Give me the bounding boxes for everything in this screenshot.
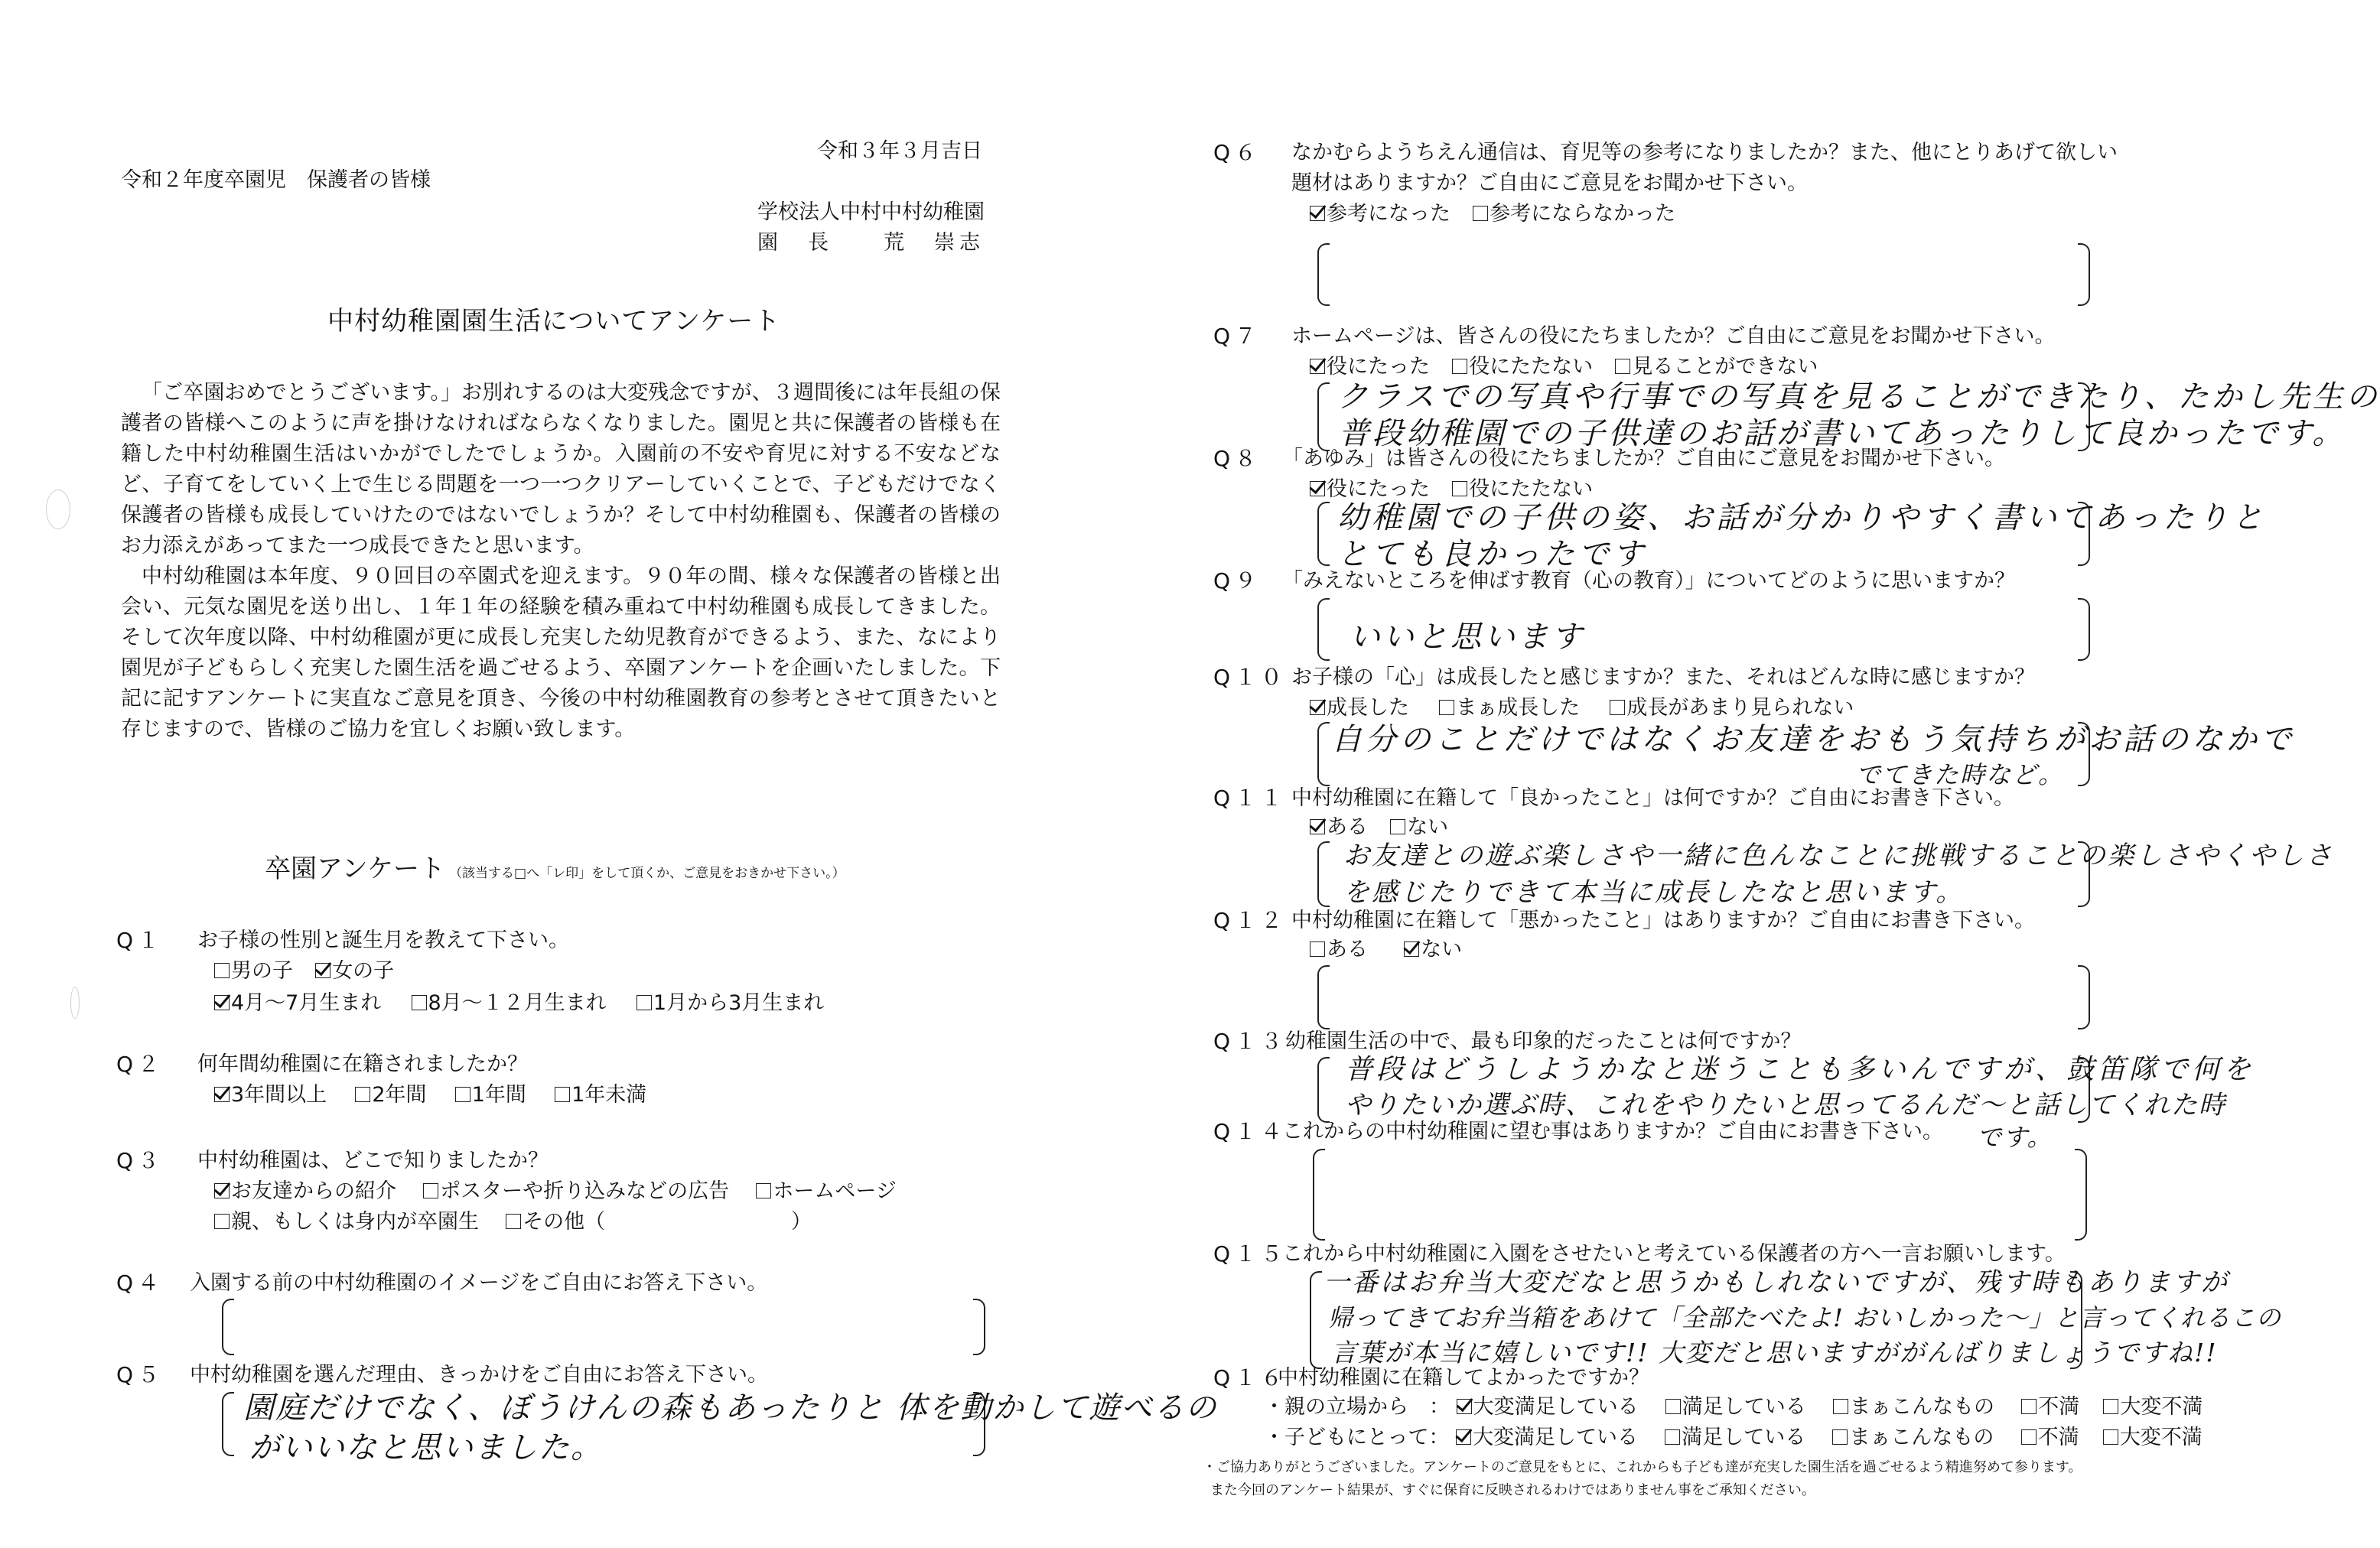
q3-opt4-label: 親、もしくは身内が卒園生 bbox=[231, 1210, 479, 1234]
q5-text: 中村幼稚園を選んだ理由、きっかけをご自由にお答え下さい。 bbox=[190, 1363, 768, 1387]
q3-opt5-close: ） bbox=[791, 1210, 812, 1234]
q13-answer-line3: です。 bbox=[1977, 1123, 2053, 1152]
header-principal: 園 長 荒 崇志 bbox=[757, 231, 985, 255]
q12-text: 中村幼稚園に在籍して「悪かったこと」はありますか？ご自由にお書き下さい。 bbox=[1291, 909, 2035, 932]
survey-note: （該当する□へ「レ印」をして頂くか、ご意見をおきかせ下さい。） bbox=[449, 866, 845, 881]
q7-opt3-label: 見ることができない bbox=[1632, 355, 1818, 379]
q4-text: 入園する前の中村幼稚園のイメージをご自由にお答え下さい。 bbox=[190, 1271, 768, 1295]
q16-parent-opt2-label: 満足している bbox=[1682, 1395, 1806, 1419]
q10-opt1-checkbox[interactable] bbox=[1310, 700, 1325, 715]
q12-opt2-label: ない bbox=[1421, 938, 1463, 961]
q7-opt1-label: 役にたった bbox=[1327, 355, 1430, 379]
q13-answer-line2: やりたいか選ぶ時、これをやりたいと思ってるんだ〜と話してくれた時 bbox=[1345, 1090, 2226, 1120]
q15-answer-line1: 一番はお弁当大変だなと思うかもしれないですが、残す時もありますが bbox=[1323, 1267, 2229, 1298]
q14-number: Q１４ bbox=[1213, 1119, 1288, 1144]
q2-opt1-label: 3年間以上 bbox=[231, 1083, 327, 1107]
q6-opt1-label: 参考になった bbox=[1327, 202, 1450, 226]
q8-answer-line2: とても良かったです bbox=[1337, 537, 1647, 572]
q1-opt4-checkbox[interactable] bbox=[412, 995, 427, 1010]
q11-answer-line1: お友達との遊ぶ楽しさや一緒に色んなことに挑戦することの楽しさやくやしさ bbox=[1343, 841, 2334, 871]
q11-opt1-checkbox[interactable] bbox=[1310, 819, 1325, 834]
survey-title: 卒園アンケート bbox=[265, 854, 445, 884]
q8-opt1-checkbox[interactable] bbox=[1310, 481, 1325, 496]
q9-answer-line1: いいと思います bbox=[1350, 620, 1585, 655]
q13-text: 幼稚園生活の中で、最も印象的だったことは何ですか？ bbox=[1285, 1029, 1802, 1053]
q14-text: これからの中村幼稚園に望む事はありますか？ご自由にお書き下さい。 bbox=[1282, 1120, 1943, 1143]
q1-opt3-checkbox[interactable] bbox=[214, 995, 230, 1010]
q11-answer-line2: を感じたりできて本当に成長したなと思います。 bbox=[1343, 877, 1965, 908]
q5-answer-line1: 園庭だけでなく、ぼうけんの森もあったりと 体を動かして遊べるの bbox=[243, 1390, 1218, 1426]
q10-opt2-checkbox[interactable] bbox=[1439, 700, 1454, 715]
q3-opt2-checkbox[interactable] bbox=[423, 1183, 438, 1198]
q7-answer-bracket-left bbox=[1317, 382, 1330, 451]
q3-opt5-label: その他（ bbox=[523, 1210, 606, 1234]
q16-child-opt3-checkbox[interactable] bbox=[1832, 1429, 1848, 1445]
q1-opt4-label: 8月〜１２月生まれ bbox=[428, 991, 607, 1015]
q3-opt1-checkbox[interactable] bbox=[214, 1183, 230, 1198]
q2-opt2-checkbox[interactable] bbox=[355, 1087, 370, 1102]
q7-answer-line2: 普段幼稚園での子供達のお話が書いてあったりして良かったです。 bbox=[1339, 416, 2346, 451]
q6-opt2-label: 参考にならなかった bbox=[1490, 202, 1676, 226]
q16-text: 中村幼稚園に在籍してよかったですか？ bbox=[1278, 1366, 1649, 1390]
q1-number: Q１ bbox=[116, 928, 164, 953]
intro-paragraph-2: 中村幼稚園は本年度、９０回目の卒園式を迎えます。９０年の間、様々な保護者の皆様と出会い、元気な園児を送り出し、１年１年の経験を積み重ねて中村幼稚園も成長してきました。そして次年度以降、中村幼稚園が更に成長し充実した幼児教育ができるよう、また、なにより園児が子どもらしく充実した園生活を過ごせるよう、卒園アンケートを企画いたしました。下記に記すアンケートに実直なご意見を頂き、今後の中村幼稚園教育の参考とさせて頂きたいと存じますので、皆様のご協力を宜しくお願い致します。 bbox=[121, 564, 1001, 741]
q10-answer-line2: でてきた時など。 bbox=[1856, 760, 2065, 789]
q15-answer-bracket-left bbox=[1310, 1271, 1322, 1369]
q7-text: ホームページは、皆さんの役にたちましたか？ご自由にご意見をお聞かせ下さい。 bbox=[1291, 324, 2056, 348]
q1-opt5-checkbox[interactable] bbox=[637, 995, 652, 1010]
q12-answer-bracket-right bbox=[2078, 965, 2090, 1029]
q16-child-opt5-label: 大変不満 bbox=[2119, 1426, 2203, 1449]
q8-opt2-label: 役にたたない bbox=[1469, 477, 1594, 501]
footer-line1: ・ご協力ありがとうございました。アンケートのご意見をもとに、これからも子ども達が充実した園生活を過ごせるよう精進努めて参ります。 bbox=[1203, 1459, 2082, 1475]
q15-number: Q１５ bbox=[1213, 1241, 1288, 1267]
header-recipient: 令和２年度卒園児 保護者の皆様 bbox=[121, 168, 431, 192]
q1-opt3-label: 4月〜7月生まれ bbox=[231, 991, 382, 1015]
q3-number: Q３ bbox=[116, 1148, 164, 1173]
q1-options-row2 bbox=[214, 988, 824, 1019]
q1-opt2-checkbox[interactable] bbox=[315, 963, 330, 978]
q3-opt3-label: ホームページ bbox=[773, 1179, 897, 1203]
q16-parent-row bbox=[1264, 1392, 2203, 1423]
header-date: 令和３年３月吉日 bbox=[817, 139, 982, 163]
q7-number: Q７ bbox=[1213, 324, 1262, 349]
q8-text: 「あゆみ」は皆さんの役にたちましたか？ご自由にご意見をお聞かせ下さい。 bbox=[1282, 447, 2005, 470]
q3-opt3-checkbox[interactable] bbox=[756, 1183, 771, 1198]
q6-text-line1: なかむらようちえん通信は、育児等の参考になりましたか？また、他にとりあげて欲しい bbox=[1291, 141, 2118, 164]
q2-opt1-checkbox[interactable] bbox=[214, 1087, 230, 1102]
scan-mark-2 bbox=[70, 987, 80, 1019]
q9-number: Q９ bbox=[1213, 568, 1262, 594]
q10-opt1-label: 成長した bbox=[1327, 696, 1409, 720]
q8-answer-line1: 幼稚園での子供の姿、お話が分かりやすく書いてあったりと bbox=[1337, 500, 2267, 535]
intro-text bbox=[121, 378, 1001, 745]
q5-number: Q５ bbox=[116, 1362, 164, 1387]
q1-options-row1 bbox=[214, 956, 394, 987]
q14-answer-bracket-right bbox=[2075, 1149, 2087, 1241]
q3-options-row1 bbox=[214, 1176, 897, 1207]
q3-text: 中村幼稚園は、どこで知りましたか？ bbox=[197, 1149, 549, 1172]
q15-text: これから中村幼稚園に入園をさせたいと考えている保護者の方へ一言お願いします。 bbox=[1282, 1242, 2066, 1266]
q8-answer-bracket-left bbox=[1317, 502, 1330, 566]
footer-line2: また今回のアンケート結果が、すぐに保育に反映されるわけではありません事をご承知ください。 bbox=[1210, 1482, 1815, 1498]
q10-opt3-checkbox[interactable] bbox=[1610, 700, 1625, 715]
q16-child-opt3-label: まぁこんなもの bbox=[1849, 1426, 1994, 1449]
q2-opt3-label: 1年間 bbox=[471, 1083, 526, 1107]
q2-opt4-label: 1年未満 bbox=[571, 1083, 647, 1107]
q12-opt1-checkbox[interactable] bbox=[1310, 941, 1325, 957]
q16-child-opt4-checkbox[interactable] bbox=[2021, 1429, 2037, 1445]
q12-answer-bracket-left bbox=[1317, 965, 1330, 1029]
q13-answer-bracket-left bbox=[1317, 1057, 1330, 1123]
q6-options bbox=[1310, 199, 1675, 229]
q10-number: Q１０ bbox=[1213, 665, 1288, 690]
q16-child-opt2-checkbox[interactable] bbox=[1665, 1429, 1680, 1445]
q2-number: Q２ bbox=[116, 1052, 164, 1077]
q16-parent-opt5-checkbox[interactable] bbox=[2103, 1399, 2118, 1414]
q2-text: 何年間幼稚園に在籍されましたか？ bbox=[197, 1052, 528, 1076]
q6-opt2-checkbox[interactable] bbox=[1473, 206, 1488, 221]
q3-opt1-label: お友達からの紹介 bbox=[231, 1179, 396, 1203]
q16-parent-opt4-checkbox[interactable] bbox=[2021, 1399, 2037, 1414]
q2-options bbox=[214, 1080, 646, 1111]
q1-text: お子様の性別と誕生月を教えて下さい。 bbox=[197, 928, 569, 952]
q7-opt3-checkbox[interactable] bbox=[1615, 359, 1630, 374]
q16-parent-opt5-label: 大変不満 bbox=[2120, 1395, 2203, 1419]
q2-opt4-checkbox[interactable] bbox=[555, 1087, 570, 1102]
q16-child-opt5-checkbox[interactable] bbox=[2103, 1429, 2118, 1445]
q10-text: お子様の「心」は成長したと感じますか？また、それはどんな時に感じますか？ bbox=[1291, 665, 2035, 689]
q6-answer-bracket-right bbox=[2078, 243, 2090, 306]
q16-parent-opt3-label: まぁこんなもの bbox=[1849, 1395, 1994, 1419]
q12-number: Q１２ bbox=[1213, 908, 1288, 933]
q16-number: Q１６ bbox=[1213, 1365, 1288, 1390]
q9-answer-bracket-right bbox=[2078, 598, 2090, 661]
q3-opt2-label: ポスターや折り込みなどの広告 bbox=[440, 1179, 730, 1203]
q11-opt2-checkbox[interactable] bbox=[1390, 819, 1405, 834]
q3-opt5-checkbox[interactable] bbox=[506, 1214, 521, 1229]
q2-opt3-checkbox[interactable] bbox=[455, 1087, 470, 1102]
q3-options-row2 bbox=[214, 1207, 605, 1237]
q15-answer-line2: 帰ってきてお弁当箱をあけて「全部たべたよ! おいしかった〜」と言ってくれるこの bbox=[1328, 1303, 2282, 1332]
q16-parent-opt2-checkbox[interactable] bbox=[1665, 1399, 1681, 1414]
q16-child-label: ・子どもにとって： bbox=[1264, 1426, 1450, 1449]
q1-opt1-label: 男の子 bbox=[231, 959, 293, 983]
q16-parent-opt1-checkbox[interactable] bbox=[1457, 1399, 1472, 1414]
q1-opt5-label: 1月から3月生まれ bbox=[653, 991, 825, 1015]
q14-answer-bracket-left bbox=[1313, 1149, 1325, 1241]
q10-answer-bracket-left bbox=[1317, 722, 1330, 786]
page-title: 中村幼稚園園生活についてアンケート bbox=[327, 306, 781, 337]
q8-number: Q８ bbox=[1213, 446, 1262, 471]
q5-answer-bracket-left bbox=[222, 1392, 234, 1456]
q7-opt2-checkbox[interactable] bbox=[1452, 359, 1467, 374]
q8-opt2-checkbox[interactable] bbox=[1452, 481, 1467, 496]
q15-answer-line3: 言葉が本当に嬉しいです!! 大変だと思いますががんばりましょうですね!! bbox=[1331, 1338, 2218, 1368]
q10-opt2-label: まぁ成長した bbox=[1456, 696, 1581, 720]
q11-opt2-label: ない bbox=[1407, 815, 1449, 839]
header-org: 学校法人中村中村幼稚園 bbox=[757, 200, 985, 224]
q7-opt1-checkbox[interactable] bbox=[1310, 359, 1325, 374]
q11-text: 中村幼稚園に在籍して「良かったこと」は何ですか？ご自由にお書き下さい。 bbox=[1291, 786, 2014, 810]
q13-answer-line1: 普段はどうしようかなと迷うことも多いんですが、鼓笛隊で何を bbox=[1345, 1054, 2255, 1085]
q1-opt2-label: 女の子 bbox=[332, 959, 395, 983]
q4-answer-bracket-left bbox=[222, 1299, 234, 1355]
q6-answer-bracket-left bbox=[1317, 243, 1330, 306]
q9-answer-bracket-left bbox=[1317, 598, 1330, 661]
q11-number: Q１１ bbox=[1213, 785, 1288, 811]
q4-number: Q４ bbox=[116, 1270, 164, 1296]
q6-opt1-checkbox[interactable] bbox=[1310, 206, 1325, 221]
q16-child-opt1-checkbox[interactable] bbox=[1456, 1429, 1471, 1445]
q1-opt1-checkbox[interactable] bbox=[214, 963, 230, 978]
intro-paragraph-1: 「ご卒園おめでとうございます。」お別れするのは大変残念ですが、３週間後には年長組の保護者の皆様へこのように声を掛けなければならなくなりました。園児と共に保護者の皆様も在籍した中村幼稚園生活はいかがでしたでしょうか。入園前の不安や育児に対する不安などなど、子育てをしていく上で生じる問題を一つ一つクリアーしていくことで、子どもだけでなく保護者の皆様も成長していけたのではないでしょうか？そして中村幼稚園も、保護者の皆様のお力添えがあってまた一つ成長できたと思います。 bbox=[121, 381, 1001, 558]
q16-parent-label: ・親の立場から ： bbox=[1264, 1395, 1450, 1419]
q16-child-row bbox=[1264, 1423, 2203, 1453]
q9-text: 「みえないところを伸ばす教育（心の教育）」についてどのように思いますか？ bbox=[1282, 569, 2015, 593]
q2-opt2-label: 2年間 bbox=[372, 1083, 427, 1107]
q8-opt1-label: 役にたった bbox=[1327, 477, 1430, 501]
q16-child-opt4-label: 不満 bbox=[2037, 1426, 2079, 1449]
q5-answer-line2: がいいなと思いました。 bbox=[249, 1430, 603, 1465]
q6-number: Q６ bbox=[1213, 140, 1262, 165]
scan-mark-1 bbox=[46, 489, 70, 529]
survey-heading bbox=[265, 847, 845, 885]
q12-opt1-label: ある bbox=[1327, 938, 1368, 961]
q16-parent-opt4-label: 不満 bbox=[2038, 1395, 2080, 1419]
q7-answer-line1: クラスでの写真や行事での写真を見ることができたり、たかし先生の bbox=[1337, 379, 2380, 415]
q4-answer-bracket-right bbox=[973, 1299, 985, 1355]
q12-opt2-checkbox[interactable] bbox=[1404, 941, 1419, 957]
q11-opt1-label: ある bbox=[1327, 815, 1368, 839]
q16-child-opt1-label: 大変満足している bbox=[1473, 1426, 1639, 1449]
q10-answer-line1: 自分のことだけではなくお友達をおもう気持ちがお話のなかで bbox=[1331, 722, 2295, 757]
q11-answer-bracket-left bbox=[1317, 841, 1330, 907]
q16-parent-opt3-checkbox[interactable] bbox=[1833, 1399, 1848, 1414]
q16-parent-opt1-label: 大変満足している bbox=[1473, 1395, 1639, 1419]
q12-options bbox=[1310, 935, 1462, 965]
q16-child-opt2-label: 満足している bbox=[1682, 1426, 1806, 1449]
q3-opt4-checkbox[interactable] bbox=[214, 1214, 230, 1229]
q7-opt2-label: 役にたたない bbox=[1469, 355, 1594, 379]
q13-number: Q１３ bbox=[1213, 1029, 1288, 1054]
q10-opt3-label: 成長があまり見られない bbox=[1626, 696, 1854, 720]
q6-text-line2: 題材はありますか？ご自由にご意見をお聞かせ下さい。 bbox=[1291, 171, 1808, 195]
